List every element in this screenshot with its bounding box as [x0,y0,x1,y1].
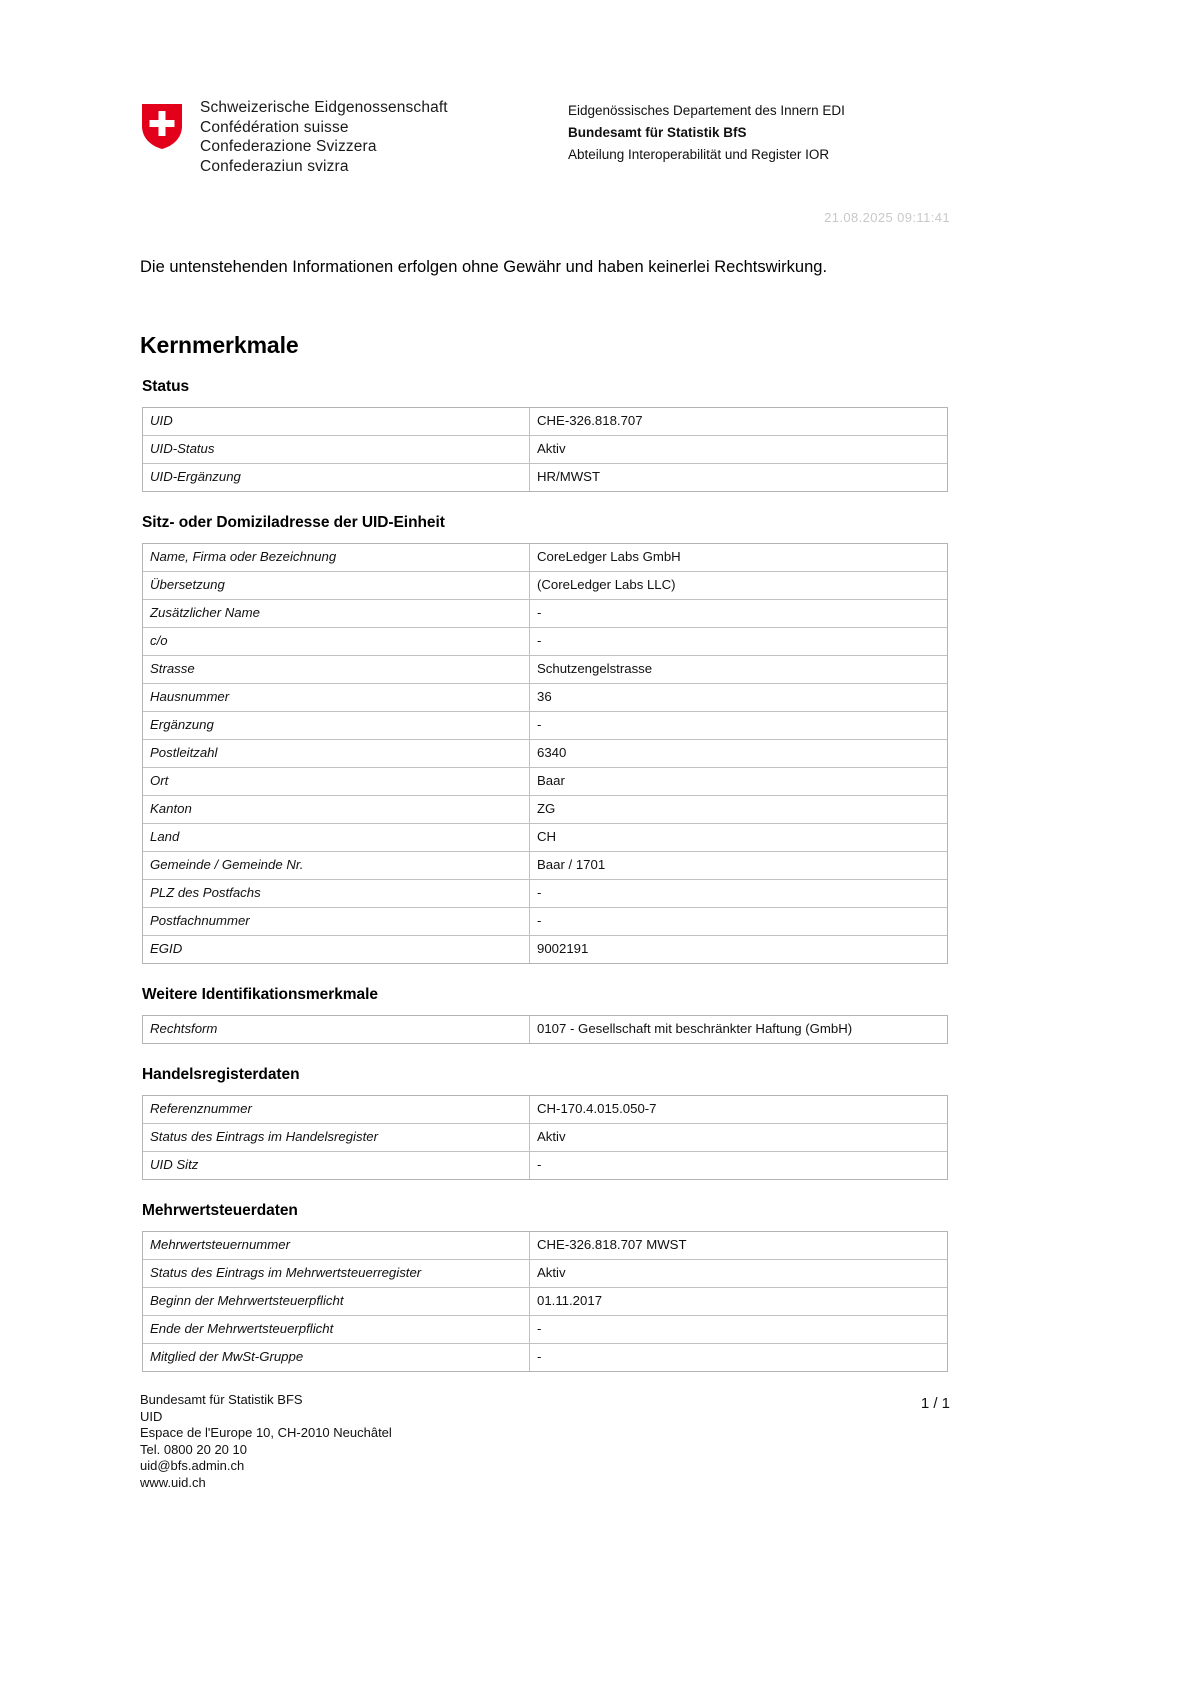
attribute-label: Strasse [143,656,530,684]
table-row [143,852,947,880]
attribute-label: Ergänzung [143,712,530,740]
department-block [568,100,845,166]
office-name: Bundesamt für Statistik BfS [568,125,747,140]
attribute-label: UID Sitz [143,1152,530,1179]
table-row [143,712,947,740]
footer-line: Bundesamt für Statistik BFS [140,1392,303,1407]
attribute-label: UID [143,408,530,436]
document-footer [140,1392,950,1491]
attribute-value: Schutzengelstrasse [530,656,947,684]
attribute-value: Baar / 1701 [530,852,947,880]
attribute-label: Status des Eintrags im Handelsregister [143,1124,530,1152]
attribute-value: - [530,880,947,908]
attribute-label: Ende der Mehrwertsteuerpflicht [143,1316,530,1344]
footer-line: Espace de l'Europe 10, CH-2010 Neuchâtel [140,1425,392,1440]
table-row [143,656,947,684]
attribute-value: CoreLedger Labs GmbH [530,544,947,572]
section [140,1202,950,1372]
confederation-name-rm: Confederaziun svizra [200,157,349,175]
attribute-table [142,407,948,492]
section [140,514,950,964]
confederation-name-fr: Confédération suisse [200,118,349,136]
confederation-logo [140,98,448,176]
table-row [143,908,947,936]
attribute-value: - [530,908,947,936]
table-row [143,1096,947,1124]
attribute-value: CH [530,824,947,852]
section-title: Status [142,378,190,395]
attribute-label: c/o [143,628,530,656]
attribute-value: 01.11.2017 [530,1288,947,1316]
attribute-table [142,1015,948,1044]
attribute-label: Postfachnummer [143,908,530,936]
table-row [143,1344,947,1371]
generation-timestamp: 21.08.2025 09:11:41 [824,210,950,225]
attribute-value: Baar [530,768,947,796]
attribute-value: 9002191 [537,941,589,956]
table-row [143,436,947,464]
document-header [140,0,950,225]
table-row [143,1232,947,1260]
section [140,986,950,1044]
attribute-label: Status des Eintrags im Mehrwertsteuerregister [143,1260,530,1288]
attribute-table [142,1095,948,1180]
footer-address [140,1392,950,1491]
table-row [143,628,947,656]
attribute-table [142,543,948,964]
table-row [143,740,947,768]
attribute-label: Zusätzlicher Name [143,600,530,628]
attribute-label: PLZ des Postfachs [143,880,530,908]
attribute-label: Name, Firma oder Bezeichnung [143,544,530,572]
attribute-value: Aktiv [530,436,947,464]
attribute-label: EGID [143,936,530,963]
attribute-value: Aktiv [530,1124,947,1152]
division-name: Abteilung Interoperabilität und Register IOR [568,147,830,162]
table-row [143,768,947,796]
swiss-cross-shield-icon [140,102,184,150]
table-row [143,1152,947,1179]
table-row [143,824,947,852]
attribute-value: - [530,1316,947,1344]
attribute-value: (CoreLedger Labs LLC) [530,572,947,600]
attribute-value: - [530,712,947,740]
attribute-label: Land [143,824,530,852]
section-title: Sitz- oder Domiziladresse der UID-Einheit [142,514,445,531]
attribute-label: Gemeinde / Gemeinde Nr. [143,852,530,880]
table-row [143,464,947,491]
attribute-value: HR/MWST [537,469,600,484]
attribute-label: Ort [143,768,530,796]
attribute-value: 36 [530,684,947,712]
table-row [143,1124,947,1152]
attribute-value: 6340 [530,740,947,768]
page-title: Kernmerkmale [140,332,299,358]
table-row [143,1288,947,1316]
attribute-label: UID-Status [143,436,530,464]
table-row [143,600,947,628]
table-row [143,936,947,963]
section [140,1066,950,1180]
table-row [143,1316,947,1344]
confederation-name-it: Confederazione Svizzera [200,138,377,155]
attribute-value: CHE-326.818.707 MWST [530,1232,947,1260]
attribute-label: UID-Ergänzung [143,464,530,491]
section [140,378,950,492]
attribute-label: Referenznummer [143,1096,530,1124]
attribute-label: Mitglied der MwSt-Gruppe [143,1344,530,1371]
attribute-label: Hausnummer [143,684,530,712]
table-row [143,544,947,572]
attribute-label: Mehrwertsteuernummer [143,1232,530,1260]
attribute-value: - [530,628,947,656]
confederation-names [200,98,448,176]
table-row [143,684,947,712]
attribute-value: - [537,1349,542,1364]
attribute-table [142,1231,948,1372]
section-title: Handelsregisterdaten [142,1066,300,1083]
attribute-value: ZG [530,796,947,824]
footer-line: www.uid.ch [140,1474,206,1490]
table-row [143,1260,947,1288]
attribute-label: Übersetzung [143,572,530,600]
attribute-label: Kanton [143,796,530,824]
confederation-name-de: Schweizerische Eidgenossenschaft [200,99,448,116]
attribute-value: CH-170.4.015.050-7 [530,1096,947,1124]
attribute-label: Rechtsform [143,1016,530,1043]
section-title: Weitere Identifikationsmerkmale [142,986,378,1003]
attribute-value: 0107 - Gesellschaft mit beschränkter Haftung (GmbH) [537,1021,853,1036]
attribute-value: - [537,1157,542,1172]
section-title: Mehrwertsteuerdaten [142,1202,298,1219]
footer-line: uid@bfs.admin.ch [140,1458,245,1473]
sections-container [140,378,950,1372]
disclaimer-text: Die untenstehenden Informationen erfolgen ohne Gewähr und haben keinerlei Rechtswirkung. [140,258,828,276]
page-number: 1 / 1 [920,1395,950,1412]
document-content [140,0,950,1364]
attribute-value: CHE-326.818.707 [530,408,947,436]
table-row [143,408,947,436]
table-row [143,1016,947,1043]
attribute-value: - [530,600,947,628]
footer-line: UID [140,1408,163,1424]
table-row [143,796,947,824]
footer-line: Tel. 0800 20 20 10 [140,1441,247,1457]
attribute-label: Postleitzahl [143,740,530,768]
department-name: Eidgenössisches Departement des Innern EDI [568,103,845,118]
attribute-label: Beginn der Mehrwertsteuerpflicht [143,1288,530,1316]
attribute-value: Aktiv [530,1260,947,1288]
table-row [143,572,947,600]
table-row [143,880,947,908]
